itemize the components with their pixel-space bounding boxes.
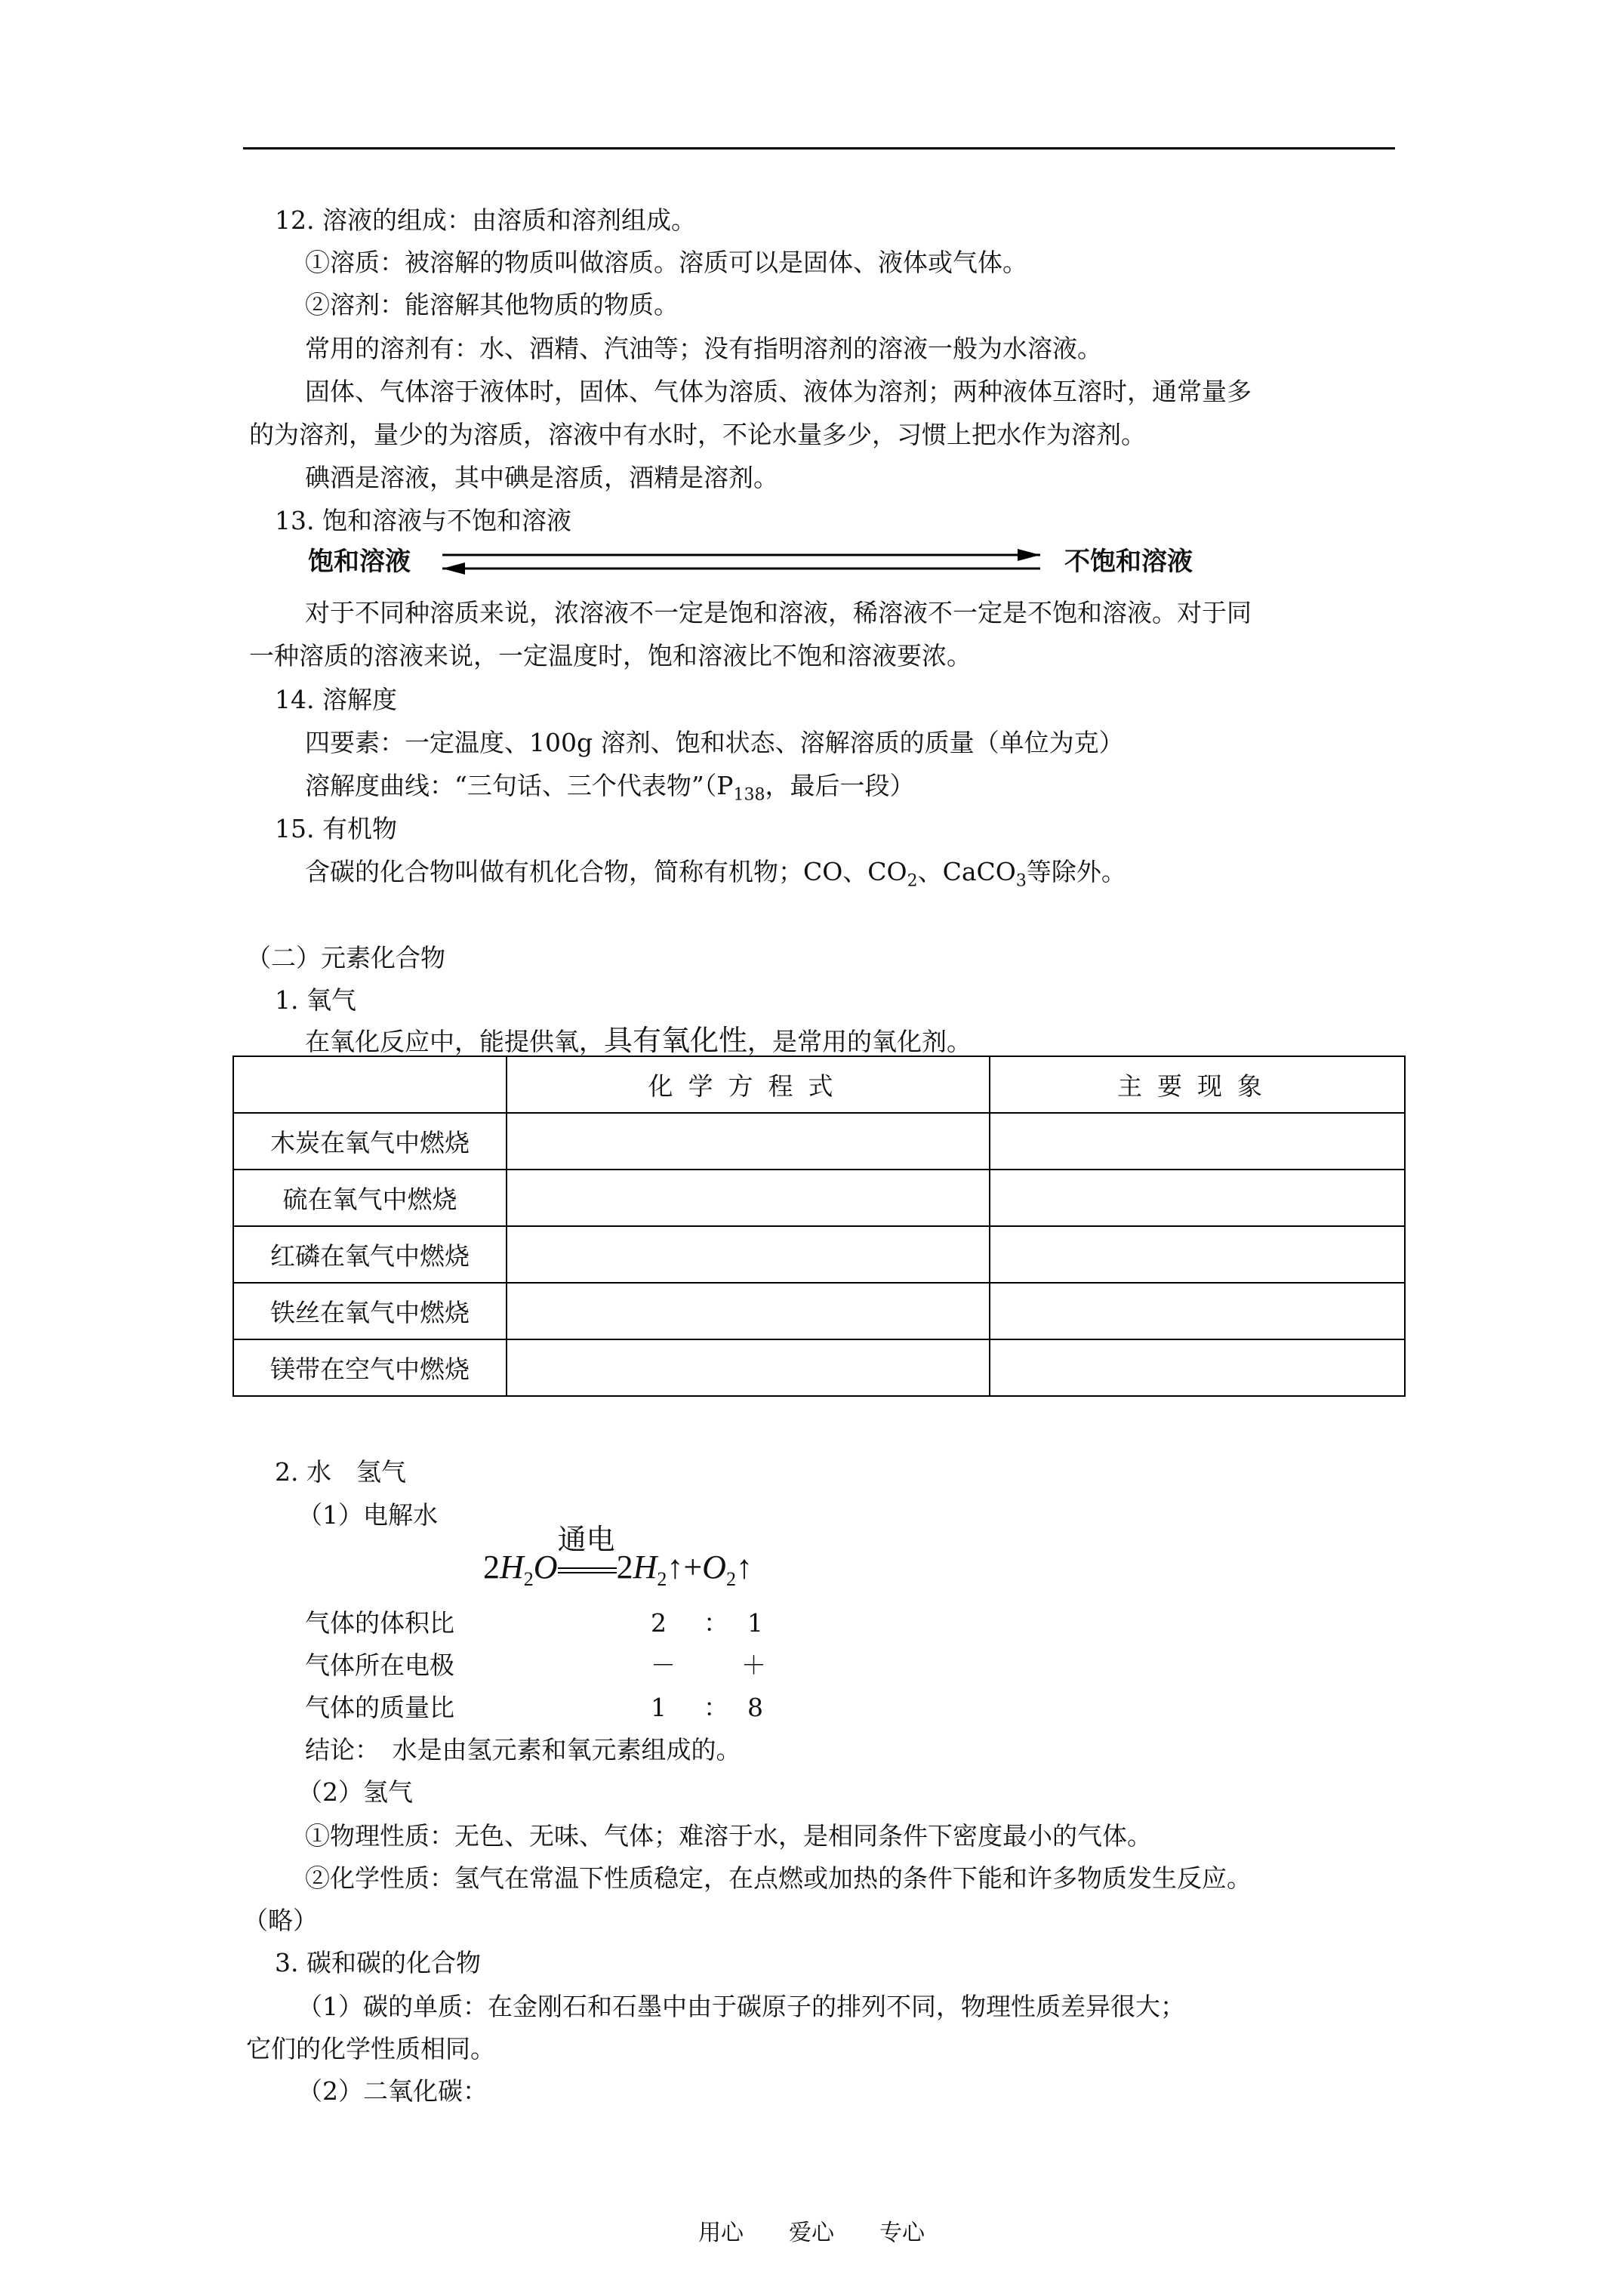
oxygen-title: 1. 氧气 [275,985,356,1015]
solvent-definition: ②溶剂：能溶解其他物质的物质。 [305,290,679,319]
ratio-label: 气体的质量比 [305,1693,454,1722]
hydrogen-chemical: ②化学性质：氢气在常温下性质稳定，在点燃或加热的条件下能和许多物质发生反应。 [305,1863,1252,1893]
section-12-title: 12. 溶液的组成：由溶质和溶剂组成。 [275,205,696,235]
solubility-curve: 溶解度曲线：“三句话、三个代表物$”(P_{138}$，最后一段） [305,771,915,805]
saturation-text-line-2: 一种溶质的溶液来说，一定温度时，饱和溶液比不饱和溶液要浓。 [249,641,972,670]
ratio-value-b: 8 [747,1693,763,1722]
phenomenon-cell [990,1170,1405,1226]
row-label: 红磷在氧气中燃烧 [233,1226,507,1283]
table-row [233,1339,1405,1396]
footer-motto-3: 专心 [879,2220,925,2246]
solute-rule-line-2: 的为溶剂，量少的为溶质，溶液中有水时，不论水量多少，习惯上把水作为溶剂。 [249,420,1146,449]
equation-cell [507,1339,990,1396]
table-header-row [233,1056,1405,1113]
solute-definition: ①溶质：被溶解的物质叫做溶质。溶质可以是固体、液体或气体。 [305,248,1027,277]
electrolysis-subtitle: （1）电解水 [297,1500,438,1530]
footer-motto-1: 用心 [698,2220,744,2246]
hydrogen-subtitle: （2）氢气 [297,1777,413,1807]
equation-cell [507,1113,990,1170]
omitted-note: （略） [243,1906,318,1935]
hydrogen-physical: ①物理性质：无色、无味、气体；难溶于水，是相同条件下密度最小的气体。 [305,1821,1152,1851]
equation-cell [507,1226,990,1283]
equation-condition: 通电 [557,1523,615,1556]
electrolysis-equation: $2H_2O$ 通电 $2H_2↑+O_2↑$ [483,1548,753,1591]
row-label: 镁带在空气中燃烧 [233,1339,507,1396]
phenomenon-cell [990,1339,1405,1396]
section-15-title: 15. 有机物 [275,814,397,843]
ratio-label: 气体所在电极 [305,1650,454,1680]
ratio-separator: ： [704,1608,728,1638]
oxidizing-emphasis: 具有氧化性 [604,1024,748,1057]
table-header-empty [233,1056,507,1113]
footer-motto-2: 爱心 [789,2220,834,2246]
ratio-value-a: 2 [651,1608,667,1638]
oxygen-reactions-table [233,1056,1406,1397]
organic-definition: 含碳的化合物叫做有机化合物，简称有机物；CO、$CO_2$、CaCO$_3$等除外。 [305,857,1126,891]
part-2-title: （二）元素化合物 [246,943,445,972]
row-label: 木炭在氧气中燃烧 [233,1113,507,1170]
carbon-dioxide-subtitle: （2）二氧化碳： [297,2076,488,2106]
row-label: 硫在氧气中燃烧 [233,1170,507,1226]
table-row [233,1283,1405,1339]
equation-cell [507,1170,990,1226]
table-header-equation: 化学方程式 [507,1056,990,1113]
ratio-label: 气体的体积比 [305,1608,454,1638]
table-header-phenomenon: 主要现象 [990,1056,1405,1113]
solute-rule-line-1: 固体、气体溶于液体时，固体、气体为溶质、液体为溶剂；两种液体互溶时，通常量多 [305,377,1252,406]
carbon-title: 3. 碳和碳的化合物 [275,1948,481,1977]
oxygen-description: 在氧化反应中，能提供氧，具有氧化性，是常用的氧化剂。 [305,1024,972,1057]
ratio-value-a: － [651,1650,676,1680]
ratio-value-b: ＋ [741,1650,766,1680]
ratio-separator: ： [704,1693,728,1722]
table-row [233,1170,1405,1226]
page-footer [0,2214,1623,2247]
saturated-label: 饱和溶液 [308,547,411,577]
phenomenon-cell [990,1226,1405,1283]
phenomenon-cell [990,1113,1405,1170]
row-label: 铁丝在氧气中燃烧 [233,1283,507,1339]
header-rule [243,147,1395,149]
common-solvents: 常用的溶剂有：水、酒精、汽油等；没有指明溶剂的溶液一般为水溶液。 [305,334,1102,363]
carbon-simple-line-2: 它们的化学性质相同。 [246,2034,495,2063]
water-hydrogen-title: 2. 水 氢气 [275,1457,406,1487]
ratio-value-a: 1 [651,1693,667,1722]
saturation-text-line-1: 对于不同种溶质来说，浓溶液不一定是饱和溶液，稀溶液不一定是不饱和溶液。对于同 [305,598,1252,627]
phenomenon-cell [990,1283,1405,1339]
section-14-title: 14. 溶解度 [275,685,397,714]
table-row [233,1113,1405,1170]
four-elements: 四要素：一定温度、100g 溶剂、饱和状态、溶解溶质的质量（单位为克） [305,728,1124,757]
section-13-title: 13. 饱和溶液与不饱和溶液 [275,506,571,535]
ratio-value-b: 1 [747,1608,763,1638]
table-row [233,1226,1405,1283]
water-conclusion: 结论： 水是由氢元素和氧元素组成的。 [305,1735,741,1764]
double-arrow-icon [432,545,1051,578]
iodine-tincture: 碘酒是溶液，其中碘是溶质，酒精是溶剂。 [305,463,778,492]
unsaturated-label: 不饱和溶液 [1064,547,1193,577]
equation-cell [507,1283,990,1339]
carbon-simple-line-1: （1）碳的单质：在金刚石和石墨中由于碳原子的排列不同，物理性质差异很大； [297,1992,1185,2021]
